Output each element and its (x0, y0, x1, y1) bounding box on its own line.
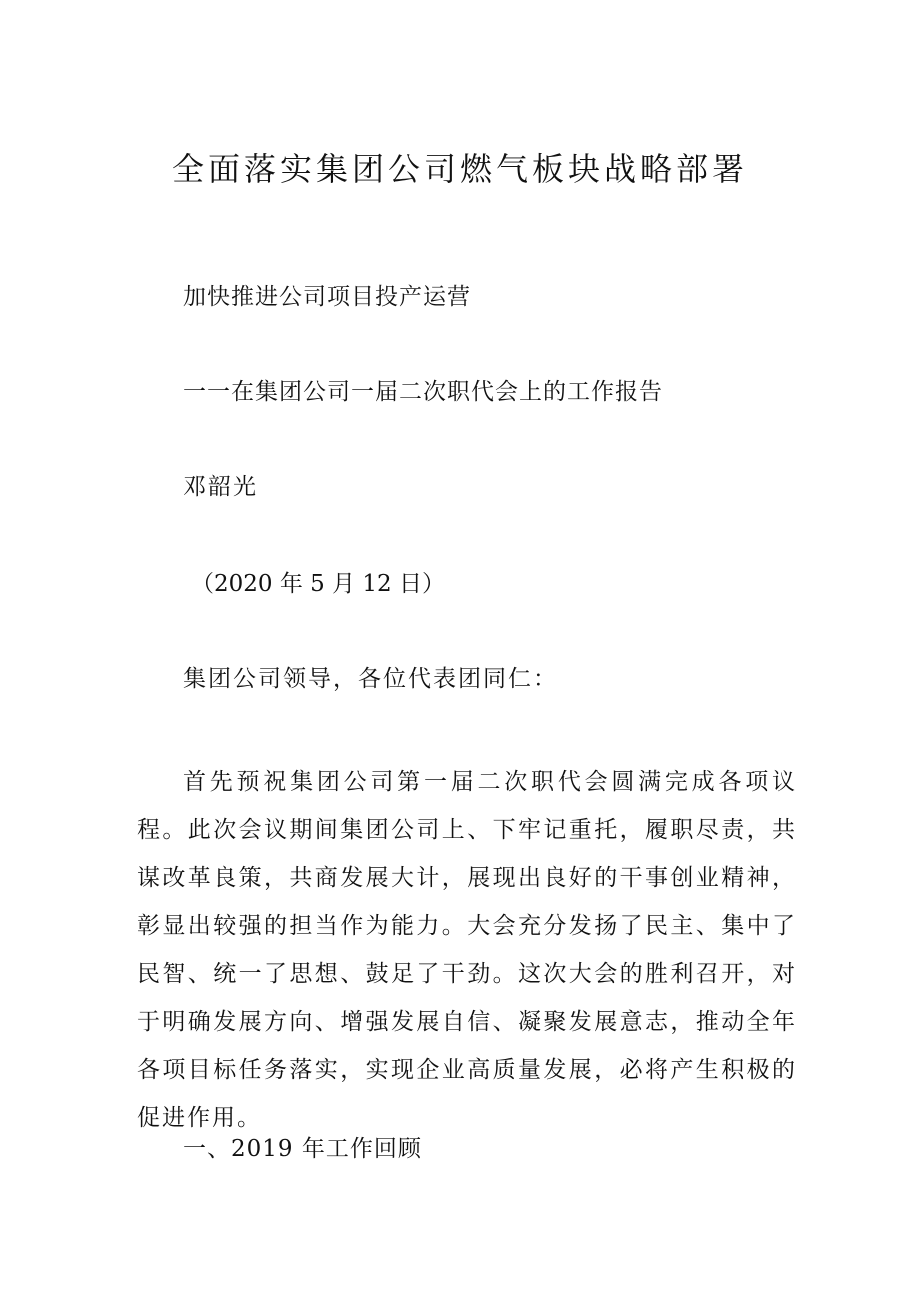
salutation: 集团公司领导，各位代表团同仁： (183, 666, 558, 692)
section-heading: 一、2019 年工作回顾 (183, 1136, 422, 1162)
author-name: 邓韶光 (183, 474, 258, 500)
body-paragraph: 首先预祝集团公司第一届二次职代会圆满完成各项议程。此次会议期间集团公司上、下牢记重托，履职尽责，共谋改革良策，共商发展大计，展现出良好的干事创业精神，彰显出较强的担当作为能力。大会充分发扬了民主、集中了民智、统一了思想、鼓足了干劲。这次大会的胜利召开，对于明确发展方向、增强发展自信、凝聚发展意志，推动全年各项目标任务落实，实现企业高质量发展，必将产生积极的促进作用。 (137, 769, 797, 1131)
document-title: 全面落实集团公司燃气板块战略部署 (171, 150, 748, 188)
report-date: （2020 年 5 月 12 日） (191, 571, 445, 597)
document-subtitle: 加快推进公司项目投产运营 (183, 284, 471, 310)
report-occasion-line: 一一在集团公司一届二次职代会上的工作报告 (183, 379, 663, 405)
